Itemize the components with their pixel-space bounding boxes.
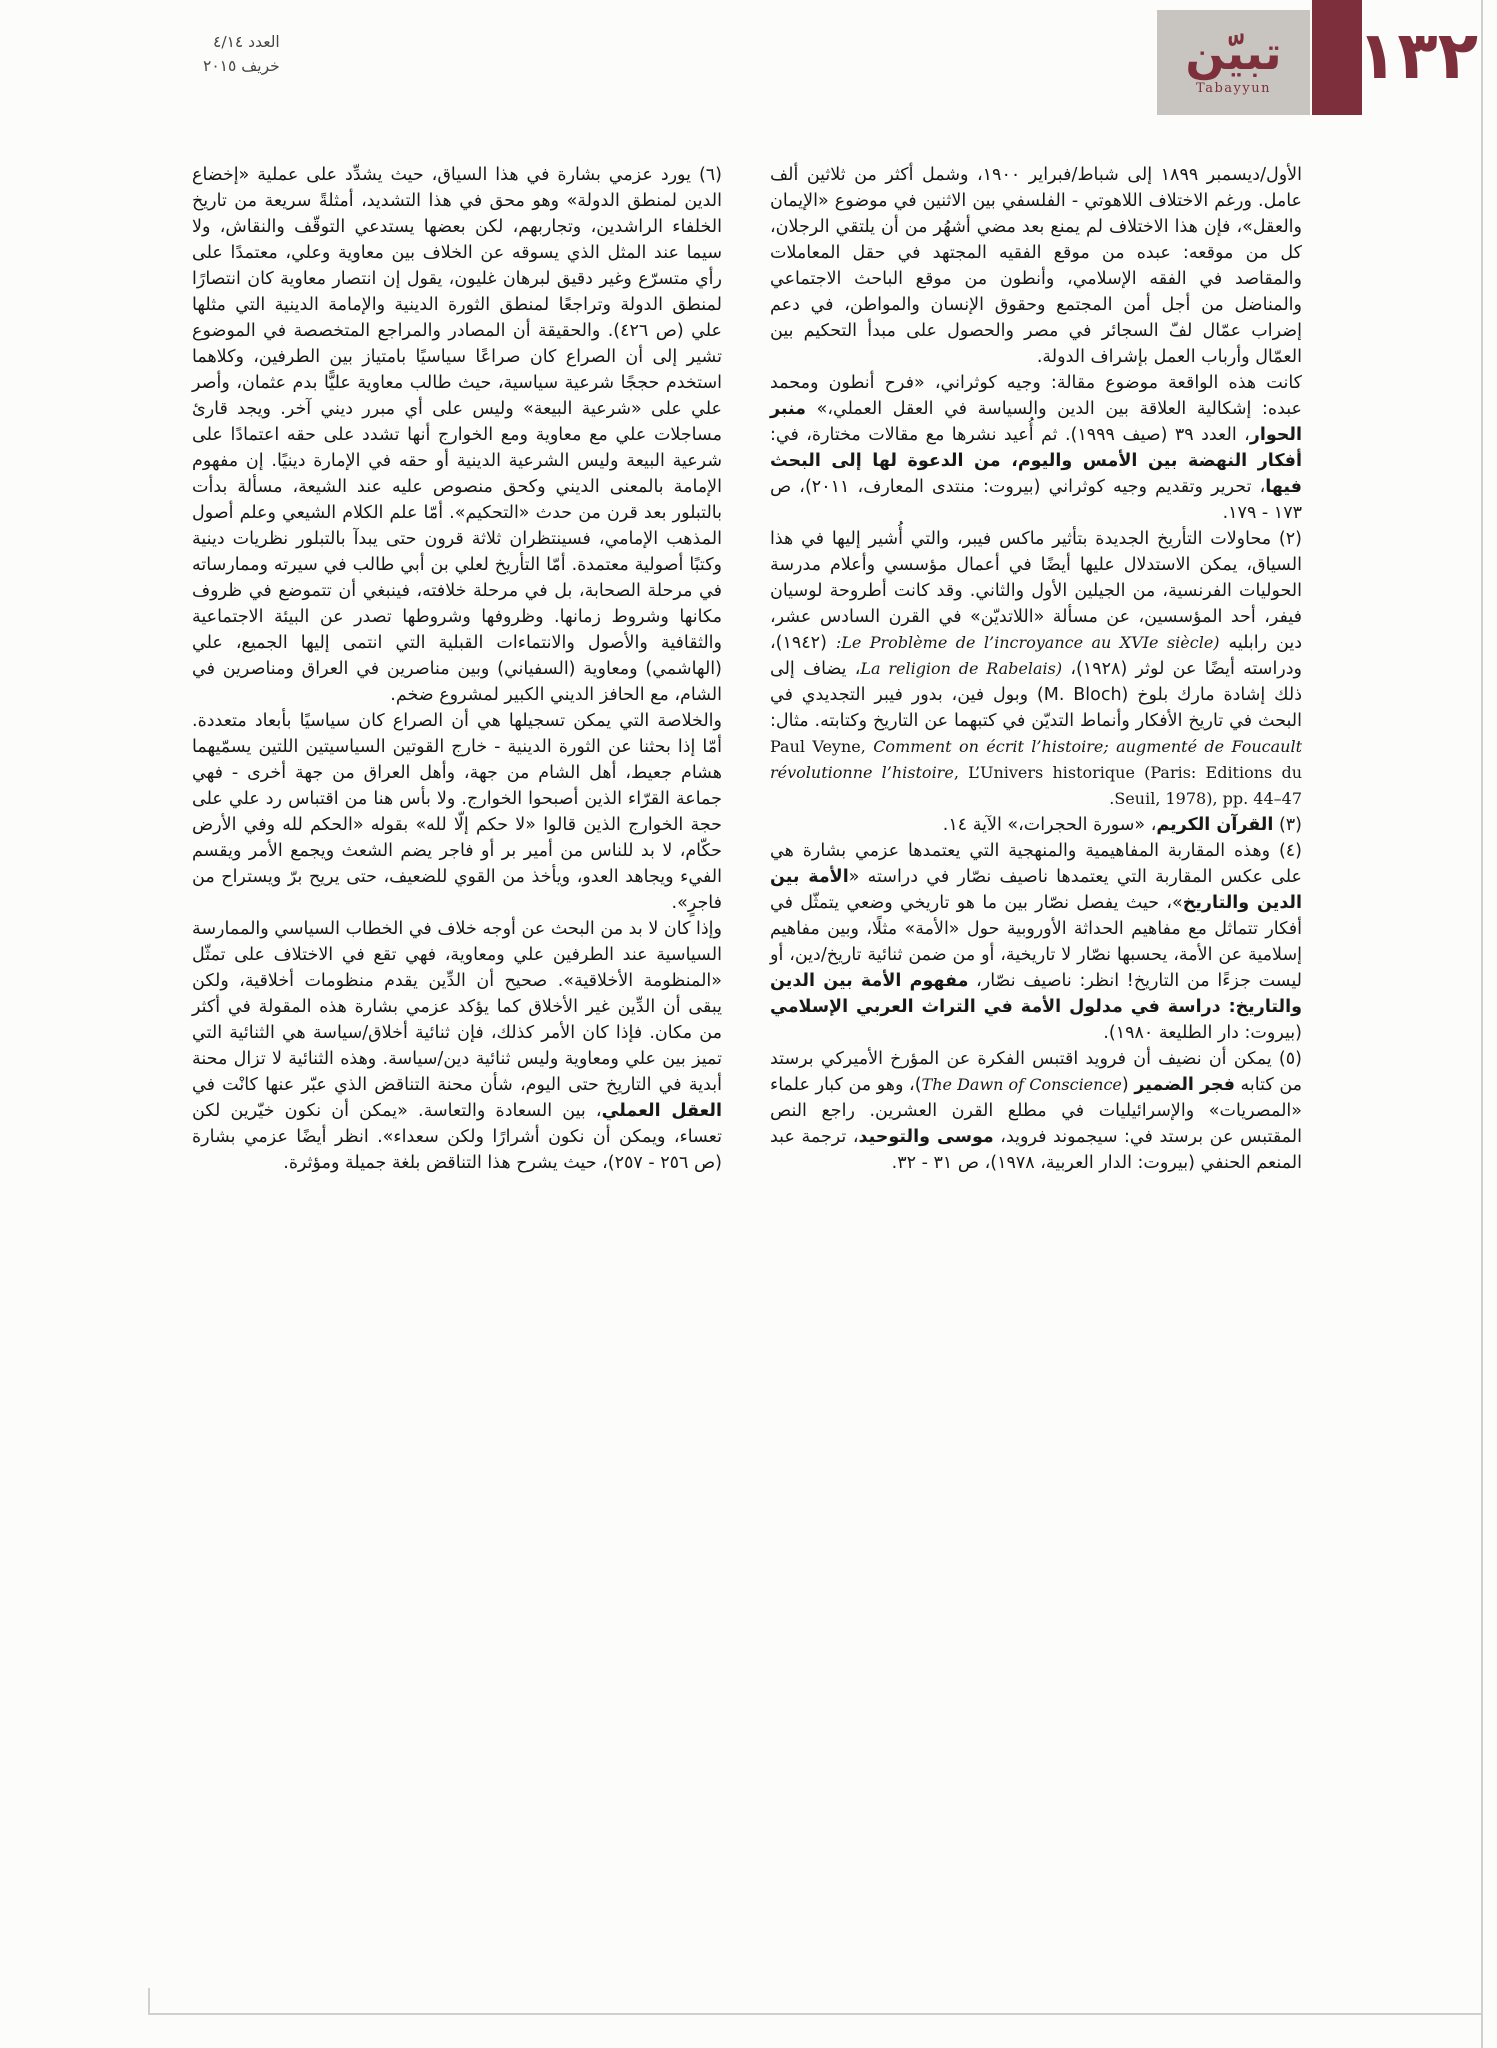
footnote-paragraph: [770, 838, 1302, 1046]
footnote-paragraph: [770, 1046, 1302, 1176]
footnote-text: ، تحرير وتقديم وجيه كوثراني (بيروت: منتدى المعارف، ٢٠١١)، ص ١٧٣ - ١٧٩.: [770, 477, 1302, 523]
page-edge-line-right: [1481, 0, 1483, 2048]
footnote-number: (٦): [690, 165, 722, 185]
footnote-paragraph: [192, 916, 722, 1176]
footnote-text: ، العدد ٣٩ (صيف ١٩٩٩). ثم أُعيد نشرها مع مقالات مختارة، في:: [770, 425, 1250, 445]
footnote-text: (١٩٤٢)، ودراسته أيضًا عن لوثر (١٩٢٨)،: [770, 633, 1302, 679]
footnote-text: أفكار النهضة بين الأمس واليوم، من الدعوة لها إلى البحث فيها: [770, 451, 1302, 497]
journal-logo: [1157, 10, 1310, 115]
footnote-text: وإذا كان لا بد من البحث عن أوجه خلاف في الخطاب السياسي والممارسة السياسية عند الطرفين علي ومعاوية، فهي تقع في الاختلاف على تمثّل «المنظومة الأخلاقية». صحيح أن الدِّين يقدم منظومات أخلاقية، ولكن يبقى أن الدِّين غير الأخلاق كما يؤكد عزمي بشارة هذه المقولة في أكثر من مكان. فإذا كان الأمر كذلك، فإن ثنائية أخلاق/سياسة هي الثنائية التي تميز بين علي ومعاوية وليس ثنائية دين/سياسة. وهذه الثنائية لا تزال محنة أبدية في التاريخ حتى اليوم، شأن محنة التناقض الذي عبّر عنها كانْت في: [192, 919, 722, 1095]
footnote-text: )، وهو من كبار علماء «المصريات» والإسرائيليات في مطلع القرن العشرين. راجع النص المقتبس عن برستد في: سيجموند فرويد،: [770, 1075, 1302, 1147]
footnote-number: (٢): [1271, 529, 1302, 549]
footnote-text: العقل العملي: [601, 1101, 722, 1121]
footnote-number: (٣): [1273, 815, 1302, 835]
issue-info: [203, 30, 280, 78]
footnote-paragraph: [770, 162, 1302, 370]
footnote-text: منبر الحوار: [770, 399, 1302, 445]
footnote-text: ، ترجمة عبد المنعم الحنفي (بيروت: الدار العربية، ١٩٧٨)، ص ٣١ - ٣٢.: [770, 1127, 1302, 1173]
footnote-paragraph: [770, 526, 1302, 812]
logo-arabic-text: تبيّن: [1185, 25, 1282, 80]
footnote-text: ، يضاف إلى ذلك إشادة مارك بلوخ (M. Bloch) وبول فين، بدور فيبر التجديدي في البحث في تاريخ الأفكار وأنماط التديّن في كتبهما عن التاريخ وكتابته. مثال:: [770, 659, 1302, 731]
footnote-text: موسى والتوحيد: [858, 1127, 994, 1147]
footnote-text: (بيروت: دار الطليعة ١٩٨٠).: [1103, 1023, 1302, 1043]
footnote-text: يمكن أن نضيف أن فرويد اقتبس الفكرة عن المؤرخ الأميركي برستد من كتابه: [770, 1049, 1303, 1095]
footnote-text-latin: (Le Problème de l’incroyance au XVIe siècle:: [835, 633, 1220, 652]
page-edge-corner-mark: [148, 1988, 150, 2015]
footnote-text: مفهوم الأمة بين الدين والتاريخ: دراسة في مدلول الأمة في التراث العربي الإسلامي: [770, 971, 1302, 1017]
footnote-text: القرآن الكريم: [1156, 815, 1274, 835]
footnote-text: والخلاصة التي يمكن تسجيلها هي أن الصراع كان سياسيًا بأبعاد متعددة. أمّا إذا بحثنا عن الثورة الدينية - خارج القوتين السياسيتين اللتين يسمّيهما هشام جعيط، أهل الشام من جهة، وأهل العراق من جهة أخرى - فهي جماعة القرّاء الذين أصبحوا الخوارج. ولا بأس هنا من اقتباس رد علي على حجة الخوارج الذين قالوا «لا حكم إلّا لله» بقوله «الحكم لله وفي الأرض حكّام، لا بد للناس من أمير بر أو فاجر يضم الشعث ويجمع الأمر ويقسم الفيء ويجاهد العدو، ويأخذ من القوي للضعيف، حتى يريح برّ ويستراح من فاجرٍ».: [192, 711, 722, 913]
footnote-text-latin: (La religion de Rabelais: [860, 659, 1063, 678]
footnotes-right-column: [770, 162, 1302, 1176]
footnote-text: الأول/ديسمبر ١٨٩٩ إلى شباط/فبراير ١٩٠٠، وشمل أكثر من ثلاثين ألف عامل. ورغم الاختلاف اللاهوتي - الفلسفي بين الاثنين في موضوع «الإيمان والعقل»، فإن هذا الاختلاف لم يمنع بعد مضي أشهُر من أن يلتقي الرجلان، كل من موقعه: عبده من موقع الفقيه المجتهد في حقل المعاملات والمقاصد في الفقه الإسلامي، وأنطون من موقع الباحث الاجتماعي والمناضل من أجل أمن المجتمع وحقوق الإنسان والمواطن، في دعم إضراب عمّال لفّ السجائر في مصر والحصول على مبدأ التحكيم بين العمّال وأرباب العمل بإشراف الدولة.: [770, 165, 1303, 367]
footnote-text: فجر الضمير: [1134, 1075, 1235, 1095]
footnote-text-latin: Comment on écrit l’histoire; augmenté de Foucault révolutionne l’histoire: [770, 737, 1302, 782]
footnote-paragraph: [770, 370, 1302, 526]
footnote-text: يورد عزمي بشارة في هذا السياق، حيث يشدِّد على عملية «إخضاع الدين لمنطق الدولة» وهو محق في هذا التشديد، أمثلةً سريعة من تاريخ الخلفاء الراشدين، وتجاربهم، لكن بعضها يستدعي التوقّف والنقاش، ولا سيما عند المثل الذي يسوقه عن الخلاف بين معاوية وعلي، معتمدًا على رأي متسرّع وغير دقيق لبرهان غليون، يقول إن انتصار معاوية كان انتصارًا لمنطق الدولة وتراجعًا لمنطق الثورة الدينية والإمامة الدينية التي مثلها علي (ص ٤٢٦). والحقيقة أن المصادر والمراجع المتخصصة في الموضوع تشير إلى أن الصراع كان صراعًا سياسيًا بامتياز بين الطرفين، وكلاهما استخدم حججًا شرعية سياسية، حيث طالب معاوية عليًّا بدم عثمان، وأصر علي على «شرعية البيعة» وليس على أي مبرر ديني آخر. ويجد قارئ مساجلات علي مع معاوية ومع الخوارج أنها تشدد على حقه اعتمادًا على شرعية البيعة وليس الشرعية الدينية أو حقه في الإمارة دينيًا. إن مفهوم الإمامة بالمعنى الديني وكحق منصوص عليه عند الشيعة، مسألة بدأت بالتبلور بعد قرن من حدث «التحكيم». أمّا علم الكلام الشيعي وعلم أصول المذهب الإمامي، فسينتظران ثلاثة قرون حتى يبدآ بالتبلور نظريات دينية وكتبًا أصولية معتمدة. أمّا التأريخ لعلي بن أبي طالب في سيرته وممارساته في مرحلة الصحابة، بل في مرحلة خلافته، فينبغي أن تتموضع في ظروف مكانها وشروط زمانها. وظروفها وشروطها تصدر عن البيئة الاجتماعية والثقافية والأصول والانتماءات القبلية التي انتمى إليها الجميع، علي (الهاشمي) ومعاوية (السفياني) وبين مناصرين في العراق ومناصرين في الشام، مع الحافز الديني الكبير لمشروع ضخم.: [192, 165, 722, 705]
footnote-paragraph: [192, 162, 722, 708]
footnote-text: وهذه المقاربة المفاهيمية والمنهجية التي يعتمدها عزمي بشارة هي على عكس المقاربة التي يعتمدها ناصيف نصّار في دراسته «: [770, 841, 1302, 887]
page-number: ١٣٢: [1357, 17, 1478, 94]
issue-number: العدد ٤/١٤: [213, 33, 280, 51]
footnote-text: محاولات التأريخ الجديدة بتأثير ماكس فيبر، والتي أُشير إليها في هذا السياق، يمكن الاستدلال عليها أيضًا في أعمال مؤسسي وأعلام مدرسة الحوليات الفرنسية، من الجيلين الأول والثاني. وقد كانت أطروحة لوسيان فيفر، أحد المؤسسين، عن مسألة «اللاتديّن» في القرن السادس عشر، دين رابليه: [770, 529, 1303, 653]
footnote-text: الأمة بين الدين والتاريخ: [770, 867, 1302, 913]
footnote-text-latin: , L’Univers historique (Paris: Editions du Seuil, 1978), pp. 44–47.: [953, 763, 1303, 808]
issue-season: خريف ٢٠١٥: [203, 57, 280, 75]
footnote-paragraph: [192, 708, 722, 916]
page-edge-line-bottom: [148, 2013, 1482, 2015]
footnote-number: (٥): [1271, 1049, 1302, 1069]
footnote-text: كانت هذه الواقعة موضوع مقالة: وجيه كوثراني، «فرح أنطون ومحمد عبده: إشكالية العلاقة بين الدين والسياسة في العقل العملي،»: [770, 373, 1302, 419]
footnote-text: ، بين السعادة والتعاسة. «يمكن أن نكون خيّرين لكن تعساء، ويمكن أن نكون أشرارًا ولكن سعداء». انظر أيضًا عزمي بشارة (ص ٢٥٦ - ٢٥٧)، حيث يشرح هذا التناقض بلغة جميلة ومؤثرة.: [192, 1101, 722, 1173]
footnote-paragraph: [770, 812, 1302, 838]
footnote-number: (٤): [1270, 841, 1302, 861]
footnote-text-latin: The Dawn of Conscience: [921, 1075, 1122, 1094]
footnotes-left-column: [192, 162, 722, 1176]
page-number-band: [1312, 0, 1362, 115]
footnote-text: ، «سورة الحجرات،» الآية ١٤.: [942, 815, 1157, 835]
footnote-text-latin: Paul Veyne,: [770, 737, 874, 756]
logo-latin-text: Tabayyun: [1196, 81, 1271, 97]
footnote-text: (: [1121, 1075, 1135, 1095]
footnote-text: »، حيث يفصل نصّار بين ما هو تاريخي وضعي يتمثّل في أفكار تتماثل مع مفاهيم الحداثة الأوروبية حول «الأمة» مثلًا، وبين مفاهيم إسلامية عن الأمة، يحسبها نصّار لا تاريخية، أو من ضمن ثنائية تاريخ/دين، أو ليست جزءًا من التاريخ! انظر: ناصيف نصّار،: [770, 893, 1303, 991]
